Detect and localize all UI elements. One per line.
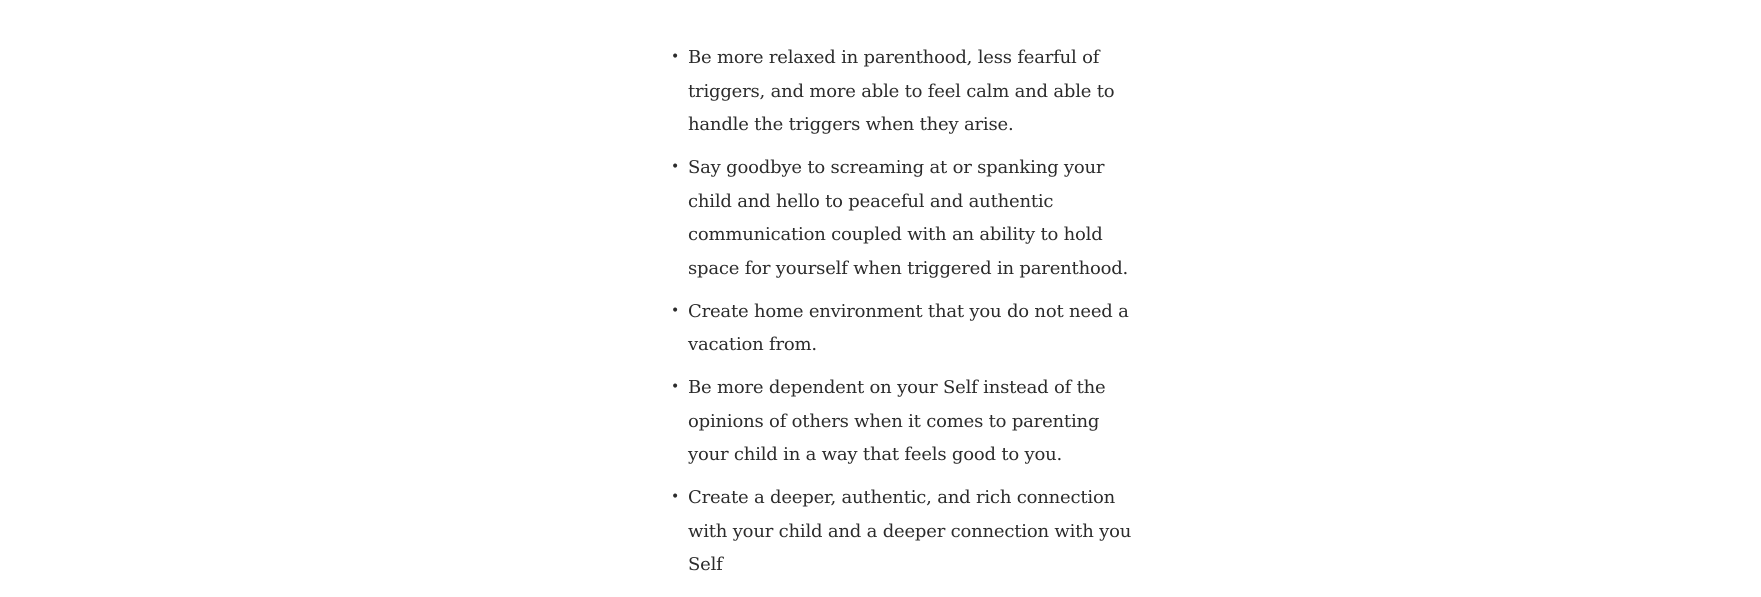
list-item-text: with your child and a deeper connection with you: [688, 520, 1132, 542]
bullet-icon: •: [671, 49, 680, 65]
list-item-text: Self: [688, 554, 723, 575]
list-item-text: vacation from.: [688, 334, 817, 355]
bullet-icon: •: [671, 159, 680, 175]
list-item-text: child and hello to peaceful and authentic: [688, 190, 1054, 212]
list-item: [668, 151, 1129, 285]
list-item-text: handle the triggers when they arise.: [688, 114, 1014, 135]
list-item-text: Be more dependent on your Self instead of the: [688, 377, 1106, 398]
list-item: [668, 481, 1132, 582]
main-content: [668, 41, 1132, 591]
list-item-text: Create home environment that you do not need a: [688, 300, 1129, 322]
benefits-list: [668, 41, 1132, 582]
list-item-text: Create a deeper, authentic, and rich connection: [688, 487, 1115, 508]
list-item-text: triggers, and more able to feel calm and able to: [688, 80, 1115, 102]
list-item-text: space for yourself when triggered in parenthood.: [688, 257, 1129, 279]
list-item-text: your child in a way that feels good to you.: [688, 444, 1063, 465]
list-item-text: Be more relaxed in parenthood, less fearful of: [688, 47, 1100, 68]
bullet-icon: •: [671, 489, 680, 505]
list-item: [668, 41, 1115, 142]
list-item-text: opinions of others when it comes to parenting: [688, 410, 1100, 432]
list-item-text: communication coupled with an ability to hold: [688, 224, 1103, 245]
bullet-icon: •: [671, 379, 680, 395]
bullet-icon: •: [671, 302, 680, 319]
list-item: [668, 295, 1129, 362]
list-item-text: Say goodbye to screaming at or spanking your: [688, 157, 1105, 178]
list-item: [668, 371, 1108, 472]
